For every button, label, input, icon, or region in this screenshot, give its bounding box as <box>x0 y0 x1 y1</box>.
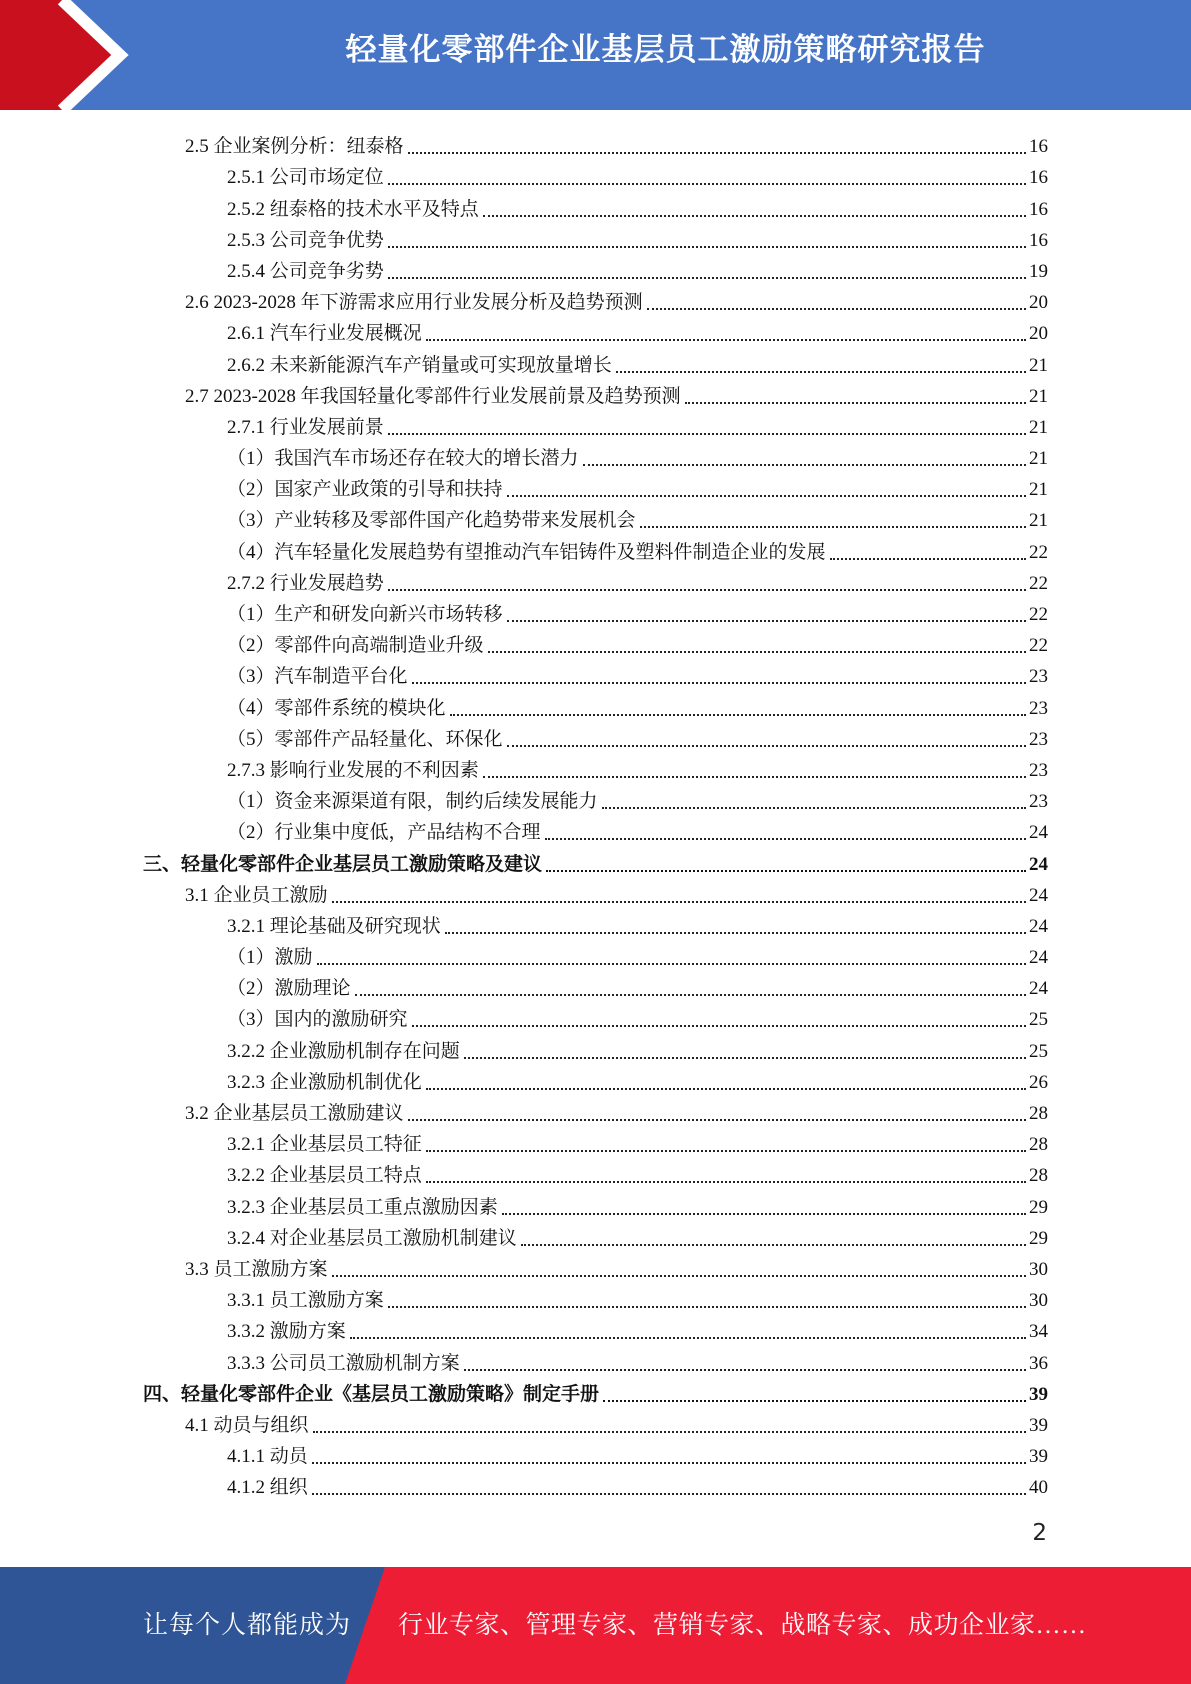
toc-entry-page: 20 <box>1029 323 1048 345</box>
toc-entry[interactable] <box>227 222 1048 253</box>
toc-entry-page: 24 <box>1029 915 1048 937</box>
toc-leader-dots <box>408 1097 1026 1121</box>
toc-entry[interactable] <box>185 378 1048 409</box>
toc-entry[interactable] <box>227 627 1048 658</box>
toc-entry-page: 21 <box>1029 385 1048 407</box>
toc-leader-dots <box>640 504 1026 528</box>
toc-entry-page: 21 <box>1029 448 1048 470</box>
toc-entry[interactable] <box>227 159 1048 190</box>
toc-entry[interactable] <box>227 190 1048 221</box>
toc-entry[interactable] <box>227 1282 1048 1313</box>
toc-entry[interactable] <box>227 939 1048 970</box>
toc-entry-label: （3）国内的激励研究 <box>227 1009 408 1031</box>
toc-entry[interactable] <box>185 1251 1048 1282</box>
toc-entry[interactable] <box>227 1220 1048 1251</box>
toc-entry[interactable] <box>227 908 1048 939</box>
toc-entry-page: 25 <box>1029 1040 1048 1062</box>
report-title: 轻量化零部件企业基层员工激励策略研究报告 <box>345 32 986 68</box>
toc-entry-page: 23 <box>1029 791 1048 813</box>
toc-entry-page: 22 <box>1029 541 1048 563</box>
toc-entry-label: （2）激励理论 <box>227 978 351 1000</box>
toc-entry-label: 3.1 企业员工激励 <box>185 884 328 906</box>
toc-entry-label: （5）零部件产品轻量化、环保化 <box>227 728 503 750</box>
page-footer <box>0 1567 1191 1684</box>
toc-leader-dots <box>426 1159 1026 1183</box>
toc-entry-label: 3.2.2 企业激励机制存在问题 <box>227 1040 460 1062</box>
page-number: 2 <box>1032 1520 1047 1546</box>
toc-entry[interactable] <box>227 533 1048 564</box>
toc-leader-dots <box>317 941 1026 965</box>
toc-entry-label: 3.2.3 企业激励机制优化 <box>227 1071 422 1093</box>
toc-entry-page: 39 <box>1029 1446 1048 1468</box>
toc-entry[interactable] <box>227 1313 1048 1344</box>
toc-leader-dots <box>685 380 1026 404</box>
toc-entry[interactable] <box>227 315 1048 346</box>
toc-entry-label: 3.3.3 公司员工激励机制方案 <box>227 1352 460 1374</box>
toc-entry-page: 16 <box>1029 136 1048 158</box>
toc-leader-dots <box>507 598 1026 622</box>
toc-entry-label: 2.5.2 纽泰格的技术水平及特点 <box>227 198 479 220</box>
toc-entry-label: （3）产业转移及零部件国产化趋势带来发展机会 <box>227 510 636 532</box>
toc-entry[interactable] <box>185 1095 1048 1126</box>
toc-entry-label: 3.3 员工激励方案 <box>185 1258 328 1280</box>
toc-entry[interactable] <box>185 128 1048 159</box>
toc-entry[interactable] <box>185 877 1048 908</box>
toc-leader-dots <box>507 473 1026 497</box>
toc-leader-dots <box>502 1191 1026 1215</box>
toc-leader-dots <box>426 1066 1026 1090</box>
toc-entry[interactable] <box>143 845 1048 876</box>
toc-leader-dots <box>488 629 1026 653</box>
toc-entry-page: 36 <box>1029 1352 1048 1374</box>
toc-entry-label: 4.1.2 组织 <box>227 1477 308 1499</box>
toc-entry[interactable] <box>227 596 1048 627</box>
toc-entry-page: 24 <box>1029 947 1048 969</box>
toc-entry[interactable] <box>227 1469 1048 1500</box>
toc-entry-label: （2）行业集中度低，产品结构不合理 <box>227 822 541 844</box>
toc-entry[interactable] <box>227 658 1048 689</box>
toc-entry-label: 3.2.1 理论基础及研究现状 <box>227 915 441 937</box>
toc-entry-page: 22 <box>1029 604 1048 625</box>
toc-entry[interactable] <box>227 814 1048 845</box>
toc-leader-dots <box>388 567 1026 591</box>
toc-entry[interactable] <box>227 1126 1048 1157</box>
toc-entry[interactable] <box>227 1188 1048 1219</box>
toc-entry-label: 3.2.3 企业基层员工重点激励因素 <box>227 1196 498 1218</box>
page-header <box>0 0 1191 110</box>
toc-entry[interactable] <box>227 752 1048 783</box>
toc-entry-page: 39 <box>1029 1383 1048 1405</box>
toc-entry[interactable] <box>227 1344 1048 1375</box>
toc-entry-page: 26 <box>1029 1071 1048 1093</box>
toc-entry-label: 2.7.3 影响行业发展的不利因素 <box>227 759 479 781</box>
toc-entry-page: 30 <box>1029 1290 1048 1312</box>
toc-entry-label: （1）我国汽车市场还存在较大的增长潜力 <box>227 448 579 470</box>
toc-entry-page: 21 <box>1029 510 1048 532</box>
toc-entry-label: 2.6.2 未来新能源汽车产销量或可实现放量增长 <box>227 354 612 376</box>
toc-entry-label: 3.3.2 激励方案 <box>227 1321 346 1343</box>
toc-entry-page: 16 <box>1029 198 1048 220</box>
toc-entry-page: 28 <box>1029 1134 1048 1156</box>
toc-entry-label: 四、轻量化零部件企业《基层员工激励策略》制定手册 <box>143 1383 600 1405</box>
toc-entry-page: 16 <box>1029 229 1048 251</box>
toc-entry-label: （2）国家产业政策的引导和扶持 <box>227 479 503 501</box>
toc-entry[interactable] <box>227 502 1048 533</box>
toc-entry-label: （4）零部件系统的模块化 <box>227 697 446 719</box>
toc-entry-label: 4.1 动员与组织 <box>185 1414 309 1436</box>
toc-entry-page: 29 <box>1029 1227 1048 1249</box>
toc-entry-page: 21 <box>1029 479 1048 501</box>
toc-entry[interactable] <box>227 783 1048 814</box>
toc-leader-dots <box>312 1471 1026 1495</box>
toc-leader-dots <box>445 910 1026 934</box>
toc-entry-label: （2）零部件向高端制造业升级 <box>227 635 484 657</box>
toc-entry-label: 4.1.1 动员 <box>227 1446 308 1468</box>
toc-entry-label: 2.6.1 汽车行业发展概况 <box>227 323 422 345</box>
toc-entry-page: 24 <box>1029 822 1048 844</box>
toc-leader-dots <box>507 723 1026 747</box>
toc-leader-dots <box>464 1035 1026 1059</box>
toc-leader-dots <box>388 1284 1026 1308</box>
footer-slogan-left: 让每个人都能成为 <box>143 1612 352 1639</box>
toc-leader-dots <box>312 1440 1026 1464</box>
toc-entry-page: 34 <box>1029 1321 1048 1343</box>
toc-leader-dots <box>546 848 1026 872</box>
toc-entry[interactable] <box>227 1064 1048 1095</box>
toc-leader-dots <box>313 1409 1026 1433</box>
toc-leader-dots <box>426 317 1026 341</box>
footer-slogan-right: 行业专家、管理专家、营销专家、战略专家、成功企业家…… <box>398 1612 1087 1639</box>
toc-leader-dots <box>603 1378 1026 1402</box>
toc-entry-label: 2.7.1 行业发展前景 <box>227 416 384 438</box>
toc-leader-dots <box>388 255 1026 279</box>
toc-entry[interactable] <box>227 409 1048 440</box>
toc-entry-page: 21 <box>1029 416 1048 438</box>
toc-entry[interactable] <box>227 721 1048 752</box>
toc-entry-label: 3.2.1 企业基层员工特征 <box>227 1134 422 1156</box>
toc-entry-label: 2.7.2 行业发展趋势 <box>227 572 384 594</box>
toc-entry-label: 3.2 企业基层员工激励建议 <box>185 1103 404 1124</box>
toc-entry[interactable] <box>227 346 1048 377</box>
toc-entry[interactable] <box>227 1032 1048 1063</box>
toc-entry-label: 2.5.1 公司市场定位 <box>227 167 384 189</box>
toc-entry-label: （1）激励 <box>227 947 313 969</box>
toc-entry-page: 23 <box>1029 697 1048 719</box>
toc-entry[interactable] <box>227 565 1048 596</box>
table-of-contents <box>0 128 1191 1500</box>
toc-entry-page: 19 <box>1029 260 1048 282</box>
toc-entry[interactable] <box>227 970 1048 1001</box>
toc-entry[interactable] <box>143 1376 1048 1407</box>
toc-entry-page: 29 <box>1029 1196 1048 1218</box>
toc-leader-dots <box>332 1253 1026 1277</box>
toc-leader-dots <box>412 660 1026 684</box>
toc-leader-dots <box>583 442 1026 466</box>
toc-entry-page: 20 <box>1029 292 1048 314</box>
toc-leader-dots <box>355 972 1026 996</box>
toc-entry[interactable] <box>227 471 1048 502</box>
toc-entry-page: 23 <box>1029 666 1048 688</box>
toc-entry[interactable] <box>227 689 1048 720</box>
toc-leader-dots <box>388 161 1026 185</box>
header-arrow-decoration <box>0 0 160 110</box>
toc-entry-page: 28 <box>1029 1165 1048 1187</box>
toc-entry[interactable] <box>227 1438 1048 1469</box>
toc-leader-dots <box>426 1128 1026 1152</box>
toc-leader-dots <box>483 754 1026 778</box>
toc-entry-label: （1）资金来源渠道有限，制约后续发展能力 <box>227 791 598 813</box>
toc-leader-dots <box>412 1003 1026 1027</box>
toc-entry-page: 21 <box>1029 354 1048 376</box>
toc-entry-page: 39 <box>1029 1414 1048 1436</box>
toc-entry-label: 3.2.4 对企业基层员工激励机制建议 <box>227 1227 517 1249</box>
toc-entry-label: 3.3.1 员工激励方案 <box>227 1290 384 1312</box>
toc-entry-page: 40 <box>1029 1477 1048 1499</box>
toc-leader-dots <box>388 411 1026 435</box>
toc-leader-dots <box>616 349 1026 373</box>
toc-leader-dots <box>450 692 1026 716</box>
toc-leader-dots <box>602 785 1026 809</box>
toc-entry-page: 28 <box>1029 1103 1048 1124</box>
toc-entry-page: 22 <box>1029 572 1048 594</box>
toc-leader-dots <box>464 1347 1026 1371</box>
toc-entry[interactable] <box>227 253 1048 284</box>
toc-entry[interactable] <box>227 1001 1048 1032</box>
toc-leader-dots <box>332 879 1026 903</box>
toc-leader-dots <box>408 130 1026 154</box>
toc-leader-dots <box>483 193 1026 217</box>
toc-leader-dots <box>521 1222 1026 1246</box>
toc-entry-page: 22 <box>1029 635 1048 657</box>
toc-entry-label: 2.5.3 公司竞争优势 <box>227 229 384 251</box>
toc-entry-page: 30 <box>1029 1258 1048 1280</box>
toc-entry-page: 24 <box>1029 978 1048 1000</box>
toc-entry-label: 2.5 企业案例分析：纽泰格 <box>185 136 404 158</box>
toc-entry[interactable] <box>185 1407 1048 1438</box>
toc-entry-page: 25 <box>1029 1009 1048 1031</box>
toc-entry[interactable] <box>227 440 1048 471</box>
toc-entry-label: （1）生产和研发向新兴市场转移 <box>227 604 503 625</box>
toc-leader-dots <box>350 1315 1026 1339</box>
toc-entry[interactable] <box>185 284 1048 315</box>
toc-leader-dots <box>388 224 1026 248</box>
toc-entry-page: 24 <box>1029 884 1048 906</box>
toc-entry-label: 2.5.4 公司竞争劣势 <box>227 260 384 282</box>
toc-leader-dots <box>545 816 1026 840</box>
toc-leader-dots <box>830 536 1026 560</box>
toc-entry[interactable] <box>227 1157 1048 1188</box>
toc-entry-page: 23 <box>1029 728 1048 750</box>
toc-entry-label: 3.2.2 企业基层员工特点 <box>227 1165 422 1187</box>
toc-entry-label: （3）汽车制造平台化 <box>227 666 408 688</box>
toc-entry-page: 16 <box>1029 167 1048 189</box>
toc-entry-label: 2.6 2023-2028 年下游需求应用行业发展分析及趋势预测 <box>185 292 643 314</box>
toc-entry-page: 23 <box>1029 759 1048 781</box>
toc-entry-label: 2.7 2023-2028 年我国轻量化零部件行业发展前景及趋势预测 <box>185 385 681 407</box>
toc-entry-label: （4）汽车轻量化发展趋势有望推动汽车铝铸件及塑料件制造企业的发展 <box>227 541 826 563</box>
toc-entry-label: 三、轻量化零部件企业基层员工激励策略及建议 <box>143 853 543 875</box>
toc-entry-page: 24 <box>1029 853 1048 875</box>
toc-leader-dots <box>647 286 1026 310</box>
